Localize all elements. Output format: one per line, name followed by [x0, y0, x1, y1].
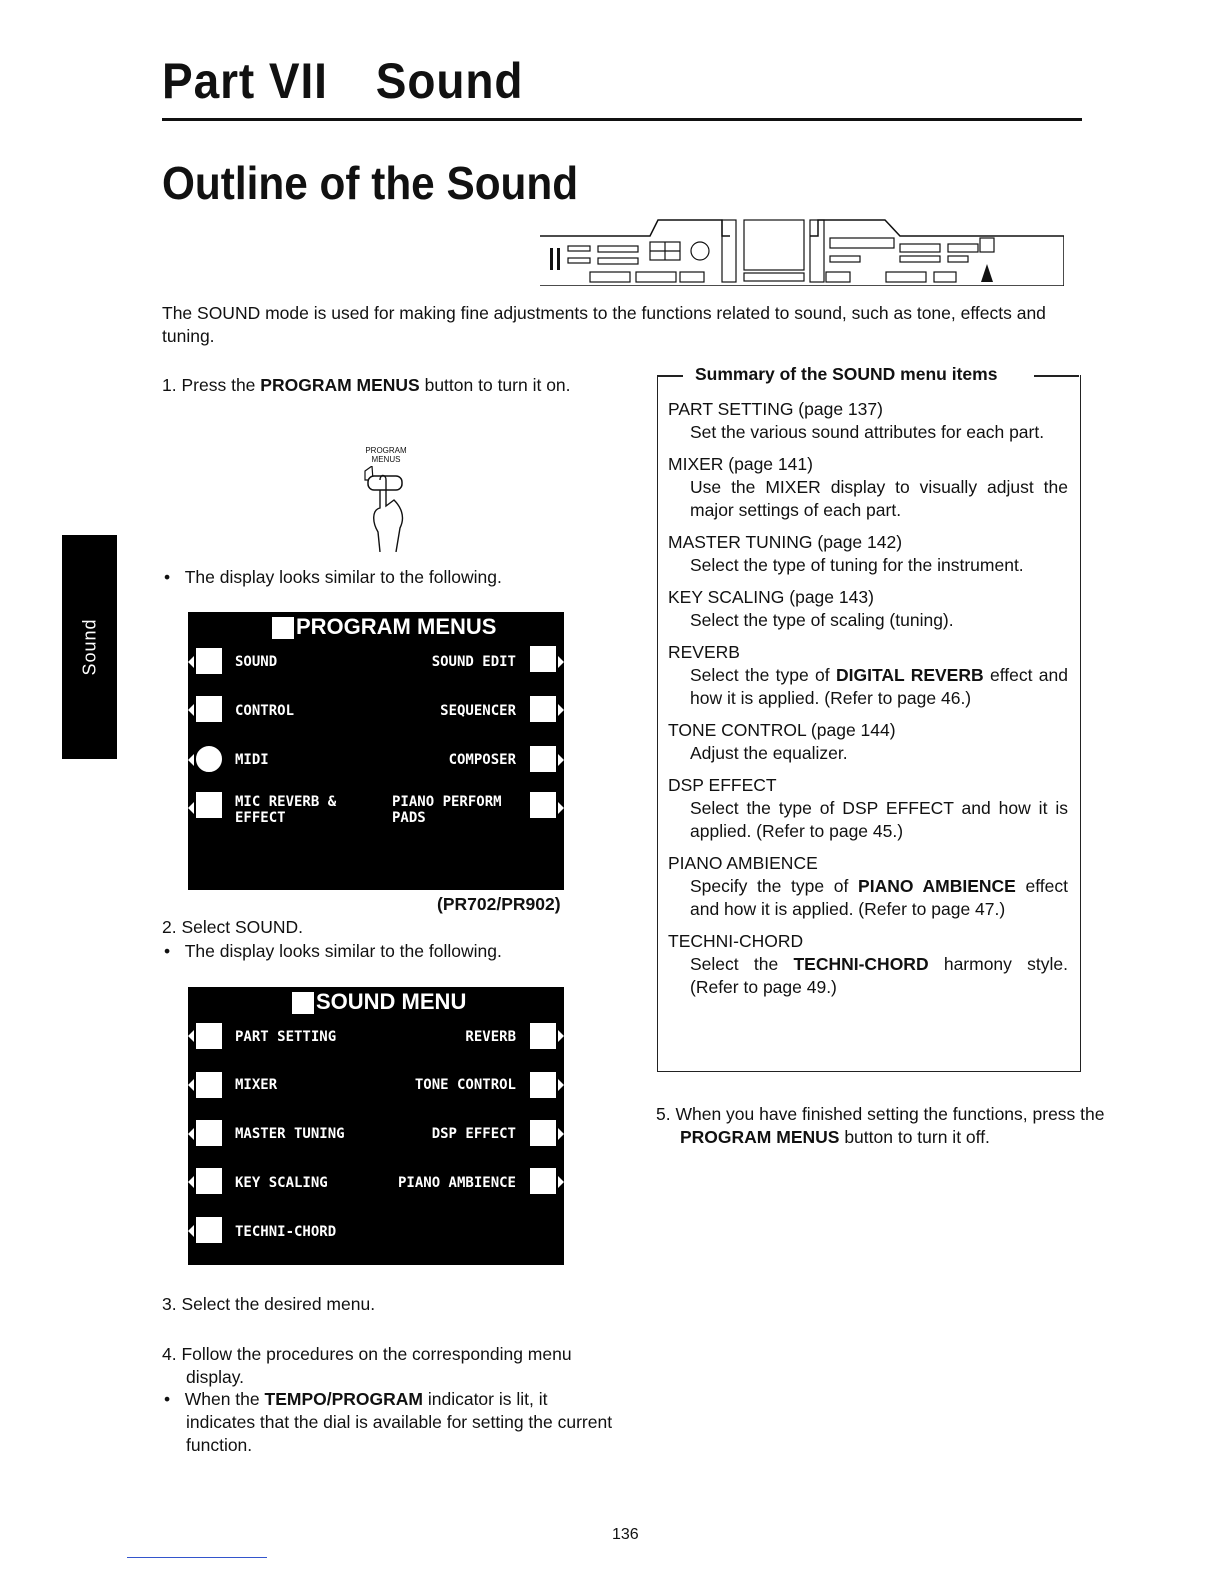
step-1-post: button to turn it on. — [419, 375, 571, 395]
part-setting-icon — [196, 1023, 222, 1049]
part-title — [162, 52, 523, 110]
left-arrow-icon — [188, 1225, 194, 1237]
left-arrow-icon — [188, 802, 194, 814]
summary-item-tone-control — [668, 719, 1068, 765]
summary-item-title: PIANO AMBIENCE — [668, 853, 818, 873]
left-arrow-icon — [188, 1128, 194, 1140]
sound-menu-title: SOUND MENU — [316, 989, 467, 1014]
step-4-text: Follow the procedures on the corresponding menu display. — [181, 1344, 572, 1387]
control-icon — [196, 696, 222, 722]
summary-box-top-right — [1034, 375, 1079, 377]
summary-item-desc: Adjust the equalizer. — [690, 743, 848, 763]
summary-list — [668, 398, 1068, 1008]
desc-bold: PIANO AMBIENCE — [858, 876, 1016, 896]
menu-item-midi[interactable]: MIDI — [235, 752, 269, 768]
side-tab — [62, 535, 117, 759]
left-arrow-icon — [188, 1030, 194, 1042]
summary-item-techni-chord — [668, 930, 1068, 999]
step-4-bullet: • When the TEMPO/PROGRAM indicator is lit, it indicates that the dial is available for setting the current function. — [164, 1389, 613, 1455]
summary-item-mixer — [668, 453, 1068, 522]
step-2-bullet: • The display looks similar to the following. — [164, 941, 502, 961]
step-2-text: Select SOUND. — [181, 917, 304, 937]
menu-item-reverb[interactable]: REVERB — [465, 1029, 516, 1045]
menu-item-part-setting[interactable]: PART SETTING — [235, 1029, 337, 1045]
menu-item-mixer[interactable]: MIXER — [235, 1077, 278, 1093]
summary-item-key-scaling — [668, 586, 1068, 632]
menu-item-key-scaling[interactable]: KEY SCALING — [235, 1175, 328, 1191]
piano-ambience-icon — [530, 1168, 556, 1194]
summary-item-part-setting — [668, 398, 1068, 444]
summary-item-desc — [668, 953, 1068, 999]
summary-item-desc: Set the various sound attributes for each part. — [690, 422, 1045, 442]
step-2-bullet-text: The display looks similar to the following. — [184, 941, 502, 961]
model-caption: (PR702/PR902) — [437, 894, 561, 914]
left-arrow-icon — [188, 704, 194, 716]
desc-post: effect and how it is applied. (Refer to page 47.) — [690, 876, 1068, 919]
summary-item-title: TONE CONTROL (page 144) — [668, 720, 896, 740]
summary-item-piano-ambience — [668, 852, 1068, 921]
piano-pads-icon — [530, 792, 556, 818]
summary-item-desc: Use the MIXER display to visually adjust the major settings of each part. — [690, 477, 1068, 520]
desc-bold: DIGITAL REVERB — [835, 665, 984, 685]
part-label: Part VII — [162, 53, 328, 109]
step-1 — [162, 374, 616, 397]
microphone-icon — [196, 792, 222, 818]
menu-item-control[interactable]: CONTROL — [235, 703, 295, 719]
dsp-effect-icon — [530, 1120, 556, 1146]
right-arrow-icon — [558, 802, 564, 814]
menu-item-composer[interactable]: COMPOSER — [448, 752, 516, 768]
step-3 — [162, 1293, 616, 1316]
summary-item-desc — [668, 664, 1068, 710]
midi-icon — [196, 746, 222, 772]
summary-item-desc: Select the type of scaling (tuning). — [690, 610, 954, 630]
sound-note-icon — [196, 648, 222, 674]
right-arrow-icon — [558, 704, 564, 716]
program-menus-display — [188, 612, 564, 890]
desc-pre: Specify the type of — [690, 876, 859, 896]
mixer-icon — [196, 1072, 222, 1098]
side-tab-label: Sound — [79, 618, 99, 676]
step-4-bullet-post: indicator is lit, it indicates that the dial is available for setting the current function. — [186, 1389, 613, 1455]
step-5-bold: PROGRAM MENUS — [680, 1127, 840, 1147]
menu-item-sequencer[interactable]: SEQUENCER — [440, 703, 516, 719]
step-1-bullet-text: The display looks similar to the following. — [184, 567, 502, 587]
step-1-bullet: • The display looks similar to the following. — [164, 567, 502, 587]
page-number: 136 — [612, 1526, 639, 1543]
header-rule — [162, 118, 1082, 121]
summary-item-title: MASTER TUNING (page 142) — [668, 532, 903, 552]
program-menus-icon — [272, 617, 294, 639]
tuning-fork-icon — [196, 1120, 222, 1146]
desc-post: effect and how it is applied. (Refer to page 46.) — [690, 665, 1068, 708]
step-4-bullet-pre: When the — [184, 1389, 265, 1409]
sound-note-icon — [292, 992, 314, 1014]
summary-item-title: MIXER (page 141) — [668, 454, 813, 474]
step-5-pre: When you have finished setting the functions, press the — [675, 1104, 1105, 1124]
summary-item-desc: Select the type of DSP EFFECT and how it is applied. (Refer to page 45.) — [690, 798, 1068, 841]
summary-item-title: PART SETTING (page 137) — [668, 399, 883, 419]
program-menus-button-label — [356, 446, 416, 464]
reverb-icon — [530, 1023, 556, 1049]
menu-item-master-tuning[interactable]: MASTER TUNING — [235, 1126, 345, 1142]
right-arrow-icon — [558, 754, 564, 766]
step-3-number: 3. — [162, 1294, 177, 1314]
part-name: Sound — [375, 53, 524, 109]
menu-item-mic-reverb-effect[interactable]: MIC REVERB & EFFECT — [235, 794, 337, 826]
step-5-number: 5. — [656, 1104, 671, 1124]
step-1-bold: PROGRAM MENUS — [260, 375, 420, 395]
summary-item-title: DSP EFFECT — [668, 775, 777, 795]
control-panel-illustration — [540, 218, 1064, 286]
desc-post: harmony style. (Refer to page 49.) — [690, 954, 1068, 997]
step-1-number: 1. — [162, 375, 177, 395]
left-arrow-icon — [188, 1079, 194, 1091]
step-2 — [162, 916, 616, 939]
key-scaling-icon — [196, 1168, 222, 1194]
summary-box-top-left — [657, 375, 683, 377]
summary-item-desc — [668, 875, 1068, 921]
button-label-line-2: MENUS — [371, 455, 401, 464]
intro-paragraph: The SOUND mode is used for making fine adjustments to the functions related to sound, such as tone, effects and tuning. — [162, 303, 1046, 346]
summary-heading: Summary of the SOUND menu items — [695, 364, 998, 384]
step-1-pre: Press the — [181, 375, 261, 395]
menu-item-piano-perform-pads[interactable]: PIANO PERFORM PADS — [392, 794, 502, 826]
right-arrow-icon — [558, 1079, 564, 1091]
summary-item-title: REVERB — [668, 642, 740, 662]
menu-item-techni-chord[interactable]: TECHNI-CHORD — [235, 1224, 337, 1240]
desc-pre: Select the — [690, 954, 794, 974]
step-4-number: 4. — [162, 1344, 177, 1364]
left-arrow-icon — [188, 656, 194, 668]
right-arrow-icon — [558, 656, 564, 668]
summary-item-master-tuning — [668, 531, 1068, 577]
sound-edit-icon — [530, 646, 556, 672]
summary-item-desc: Select the type of tuning for the instrument. — [690, 555, 1024, 575]
composer-icon — [530, 746, 556, 772]
hand-pressing-button-icon — [360, 466, 412, 552]
left-arrow-icon — [188, 1176, 194, 1188]
button-label-line-1: PROGRAM — [365, 446, 407, 455]
summary-item-title: TECHNI-CHORD — [668, 931, 804, 951]
sequencer-icon — [530, 696, 556, 722]
step-2-number: 2. — [162, 917, 177, 937]
tone-control-icon — [530, 1072, 556, 1098]
summary-item-dsp-effect — [668, 774, 1068, 843]
right-arrow-icon — [558, 1176, 564, 1188]
desc-pre: Select the type of — [690, 665, 836, 685]
step-3-text: Select the desired menu. — [181, 1294, 376, 1314]
step-4 — [162, 1343, 616, 1389]
program-menus-title: PROGRAM MENUS — [296, 614, 497, 639]
step-5-post: button to turn it off. — [839, 1127, 990, 1147]
summary-item-title: KEY SCALING (page 143) — [668, 587, 874, 607]
menu-item-piano-ambience[interactable]: PIANO AMBIENCE — [397, 1175, 516, 1191]
sound-menu-display — [188, 987, 564, 1265]
footer-line — [127, 1557, 267, 1558]
section-title: Outline of the Sound — [162, 157, 579, 209]
summary-item-reverb — [668, 641, 1068, 710]
menu-item-sound-edit[interactable]: SOUND EDIT — [431, 654, 516, 670]
right-arrow-icon — [558, 1128, 564, 1140]
step-4-bullet-bold: TEMPO/PROGRAM — [264, 1389, 423, 1409]
desc-bold: TECHNI-CHORD — [793, 954, 929, 974]
menu-item-dsp-effect[interactable]: DSP EFFECT — [431, 1126, 516, 1142]
step-5 — [656, 1103, 1106, 1149]
left-arrow-icon — [188, 754, 194, 766]
right-arrow-icon — [558, 1030, 564, 1042]
techni-chord-icon — [196, 1217, 222, 1243]
menu-item-tone-control[interactable]: TONE CONTROL — [414, 1077, 516, 1093]
menu-item-sound[interactable]: SOUND — [235, 654, 278, 670]
